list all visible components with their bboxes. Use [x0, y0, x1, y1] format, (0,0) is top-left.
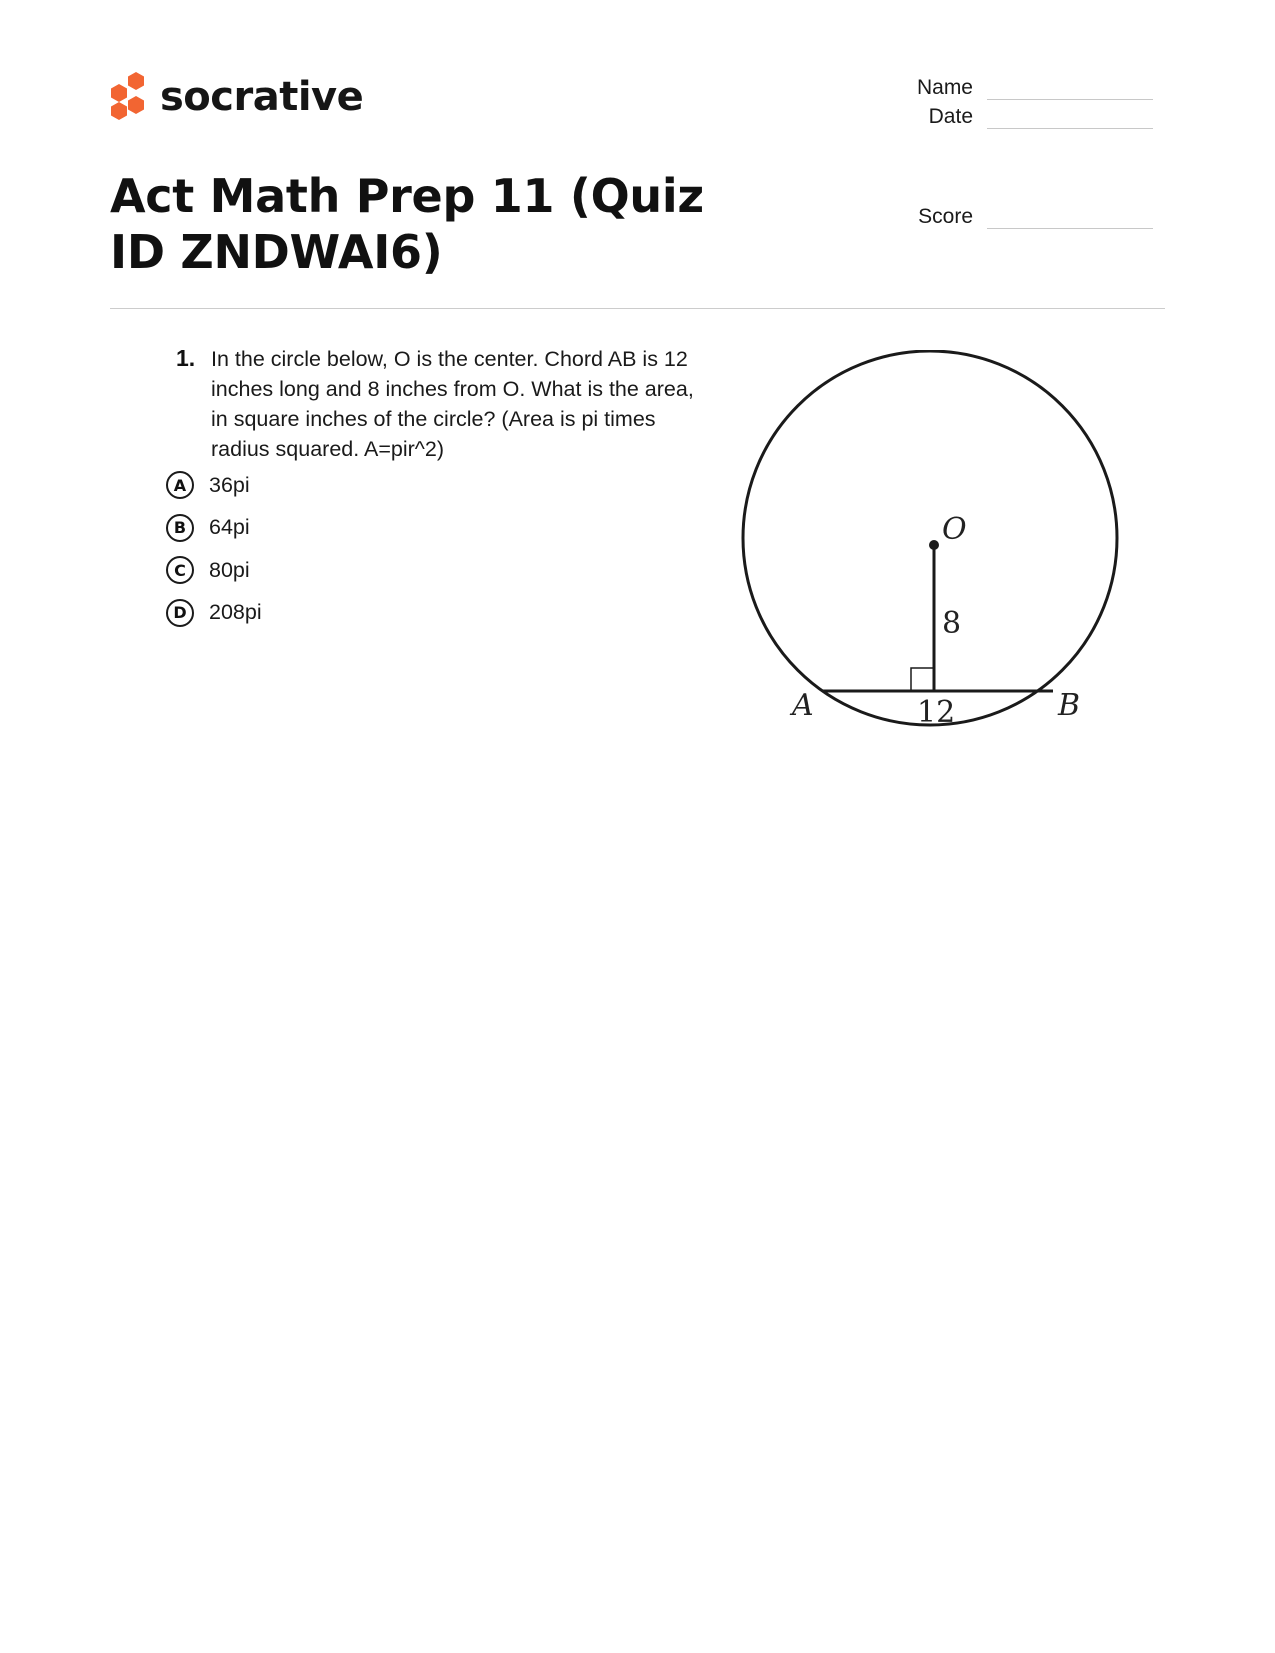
choice-a-text: 36pi: [209, 472, 250, 497]
choice-c[interactable]: [166, 555, 262, 585]
answer-choices: [166, 470, 262, 640]
name-line: [987, 79, 1153, 100]
question-number: 1.: [176, 345, 196, 371]
choice-a[interactable]: [166, 470, 262, 500]
date-line: [987, 108, 1153, 129]
right-angle-marker: [911, 668, 934, 691]
center-label: O: [942, 512, 967, 547]
quiz-title: Act Math Prep 11 (Quiz ID ZNDWAI6): [110, 169, 704, 279]
choice-d-letter: D: [166, 599, 194, 627]
choice-a-letter: A: [166, 471, 194, 499]
question-text: In the circle below, O is the center. Chord AB is 12 inches long and 8 inches from O. What is the area, in square inches of the circle? (Area is pi times radius squared. A=pir^2): [211, 347, 694, 461]
score-label: Score: [918, 205, 973, 228]
circle-figure: [740, 350, 1140, 740]
score-field: [853, 205, 1153, 229]
choice-b-letter: B: [166, 514, 194, 542]
score-line: [987, 208, 1153, 229]
date-label: Date: [928, 105, 973, 128]
socrative-logo: [110, 70, 364, 126]
circle-outline: [743, 351, 1117, 725]
choice-d-text: 208pi: [209, 600, 262, 624]
name-label: Name: [916, 76, 973, 99]
choice-b-text: 64pi: [209, 515, 250, 539]
header-divider: [110, 308, 1165, 309]
point-a-label: A: [792, 688, 814, 723]
choice-d[interactable]: [166, 598, 262, 628]
date-field: [853, 105, 1153, 129]
choice-c-text: 80pi: [209, 557, 250, 582]
choice-b[interactable]: [166, 513, 262, 543]
chord-length-label: 12: [917, 695, 956, 730]
center-point: [929, 540, 939, 550]
point-b-label: B: [1058, 688, 1081, 723]
socrative-hexagon-icon: [110, 72, 148, 120]
name-field: [853, 76, 1153, 100]
distance-label: 8: [942, 606, 962, 641]
brand-name: socrative: [160, 74, 364, 120]
choice-c-letter: C: [166, 556, 194, 584]
